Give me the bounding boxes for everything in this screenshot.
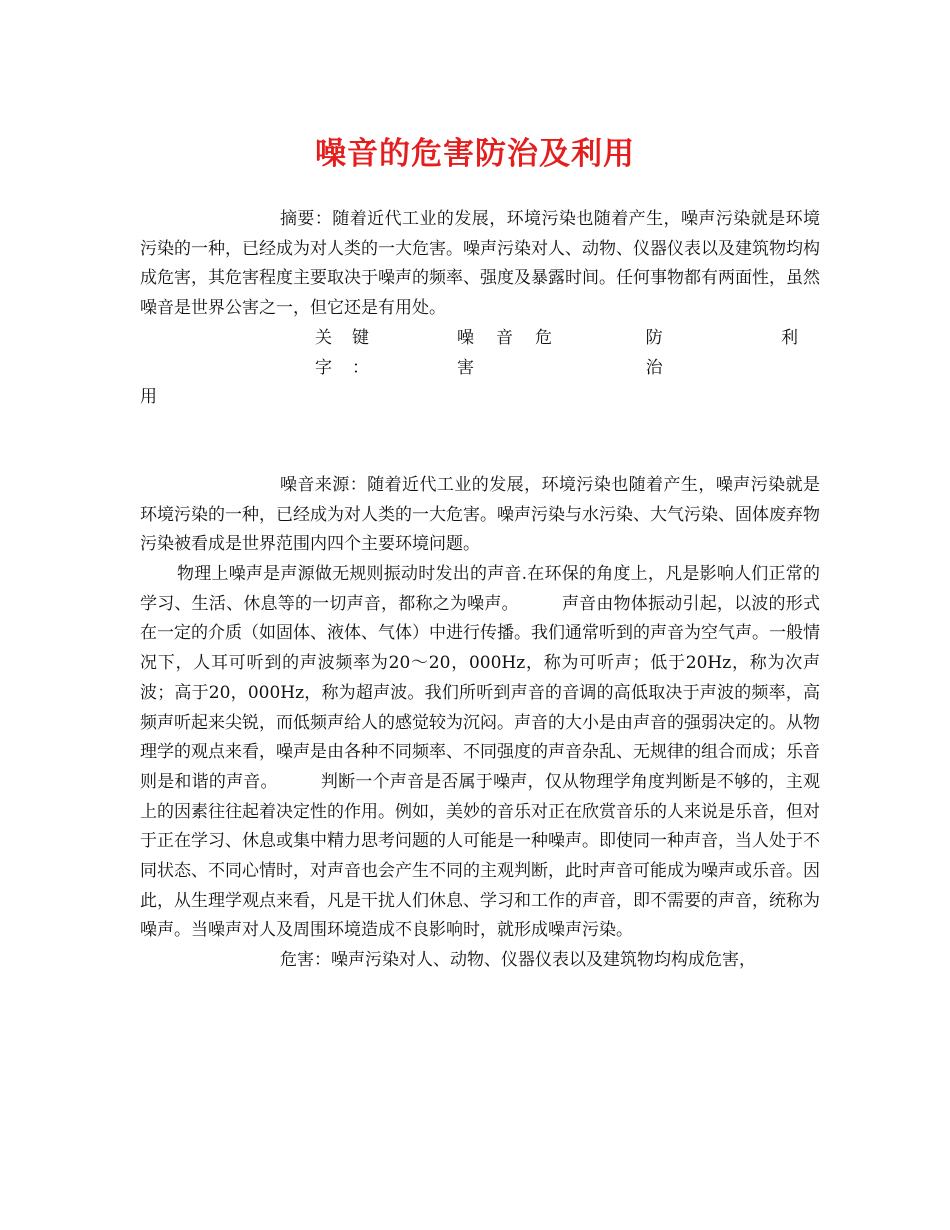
body-paragraph: 物理上噪声是声源做无规则振动时发出的声音.在环保的角度上，凡是影响人们正常的学习、生活、休息等的一切声音，都称之为噪声。 声音由物体振动引起，以波的形式在一定的介质（如固体、液体、气体）中进行传播。我们通常听到的声音为空气声。一般情况下，人耳可听到的声波频率为20～20，000Hz，称为可听声；低于20Hz，称为次声波；高于20，000Hz，称为超声波。我们所听到声音的音调的高低取决于声波的频率，高频声听起来尖锐，而低频声给人的感觉较为沉闷。声音的大小是由声音的强弱决定的。从物理学的观点来看，噪声是由各种不同频率、不同强度的声音杂乱、无规律的组合而成；乐音则是和谐的声音。 判断一个声音是否属于噪声，仅从物理学角度判断是不够的，主观上的因素往往起着决定性的作用。例如，美妙的音乐对正在欣赏音乐的人来说是乐音，但对于正在学习、休息或集中精力思考问题的人可能是一种噪声。即使同一种声音，当人处于不同状态、不同心情时，对声音也会产生不同的主观判断，此时声音可能成为噪声或乐音。因此，从生理学观点来看，凡是干扰人们休息、学习和工作的声音，即不需要的声音，统称为噪声。当噪声对人及周围环境造成不良影响时，就形成噪声污染。: [140, 564, 820, 941]
keyword-item: 噪音危害: [456, 327, 574, 378]
body-paragraph: 危害：噪声污染对人、动物、仪器仪表以及建筑物均构成危害，: [280, 950, 756, 971]
keywords-label: 关键字：: [315, 327, 389, 378]
keywords-line: [140, 324, 820, 383]
abstract-paragraph: 摘要：随着近代工业的发展，环境污染也随着产生，噪声污染就是环境污染的一种，已经成为对人类的一大危害。噪声污染对人、动物、仪器仪表以及建筑物均构成危害，其危害程度主要取决于噪声的频率、强度及暴露时间。任何事物都有两面性，虽然噪音是世界公害之一，但它还是有用处。: [140, 209, 820, 319]
keywords-tail: 用: [140, 387, 157, 408]
keyword-item: 防治: [645, 327, 685, 378]
keyword-item: 利: [781, 327, 821, 348]
document-body: [140, 205, 820, 976]
spacer: [140, 413, 820, 471]
document-title: 噪音的危害防治及利用: [315, 136, 635, 172]
body-paragraph: 噪音来源：随着近代工业的发展，环境污染也随着产生，噪声污染就是环境污染的一种，已经成为对人类的一大危害。噪声污染与水污染、大气污染、固体废弃物污染被看成是世界范围内四个主要环境问题。: [140, 474, 820, 555]
